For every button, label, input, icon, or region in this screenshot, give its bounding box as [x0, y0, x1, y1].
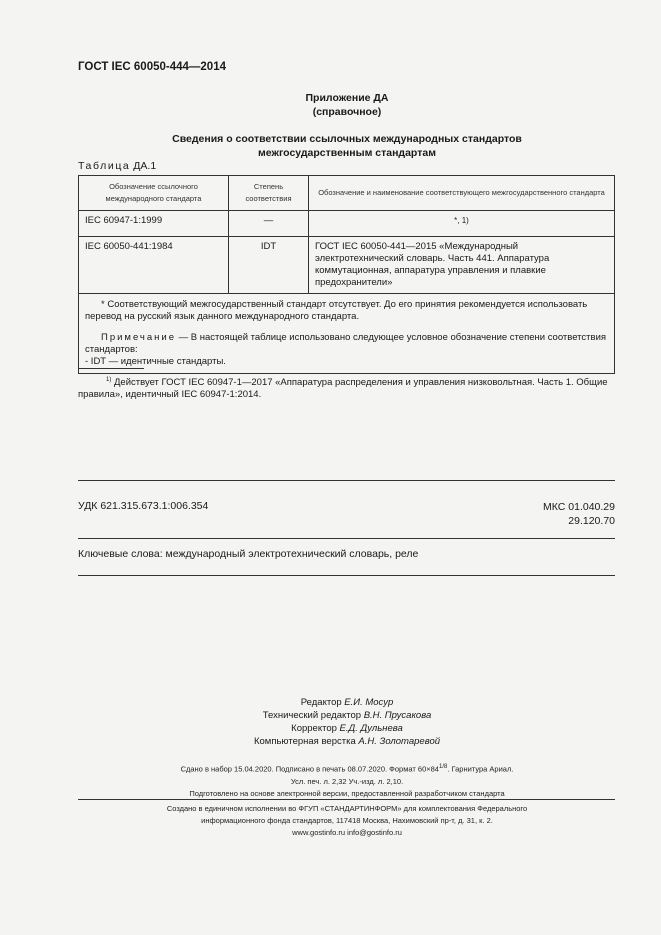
credit-proofreader [78, 722, 616, 735]
cell-degree: IDT [229, 237, 309, 294]
cell-ref: IEC 60947-1:1999 [79, 211, 229, 237]
mks-line2: 29.120.70 [568, 515, 615, 527]
cell-national: ГОСТ IEC 60050-441—2015 «Международный электротехнический словарь. Часть 441. Аппаратура коммутационная, аппаратура управления и плавкие предохранители» [309, 237, 615, 294]
col-header-degree: Степень соответствия [229, 176, 309, 211]
print-info-text: . Гарнитура Ариал. [447, 764, 514, 774]
credit-label: Технический редактор [262, 710, 364, 721]
footnote-divider [78, 368, 144, 369]
print-info-text: Сдано в набор 15.04.2020. Подписано в печать 08.07.2020. Формат 60×84 [180, 764, 439, 774]
credit-label: Корректор [291, 723, 340, 734]
cell-degree: — [229, 211, 309, 237]
print-info-line1 [78, 761, 616, 776]
table-notes [79, 294, 615, 374]
table-caption [78, 160, 156, 172]
standards-table [78, 175, 615, 374]
table-header-row [79, 176, 615, 211]
annex-subtitle: (справочное) [312, 106, 382, 118]
table-caption-number: ДА.1 [130, 160, 157, 172]
print-info [78, 761, 616, 800]
credits [78, 696, 616, 748]
publisher-links[interactable]: www.gostinfo.ru info@gostinfo.ru [292, 828, 402, 837]
document-code: ГОСТ IEC 60050-444—2014 [78, 61, 226, 73]
table-row [79, 211, 615, 237]
credit-name: В.Н. Прусакова [363, 710, 432, 721]
footnote-mark: 1) [106, 377, 112, 383]
col-header-national: Обозначение и наименование соответствующего межгосударственного стандарта [309, 176, 615, 211]
credit-name: А.Н. Золотаревой [358, 736, 441, 747]
publisher-line1: Создано в единичном исполнении во ФГУП «СТАНДАРТИНФОРМ» для комплектования Федерального [166, 804, 528, 813]
note-item: - IDT — идентичные стандарты. [85, 356, 226, 367]
cell-national: *, 1) [309, 211, 615, 237]
credit-tech-editor [78, 709, 616, 722]
print-info-line2: Усл. печ. л. 2,32 Уч.-изд. л. 2,10. [290, 776, 404, 786]
star-note: * Соответствующий межгосударственный стандарт отсутствует. До его принятия рекомендуется использовать перевод на русский язык данного международного стандарта. [85, 299, 588, 322]
bottom-divider [78, 575, 615, 576]
print-info-line3: Подготовлено на основе электронной версии, предоставленной разработчиком стандарта [189, 788, 505, 798]
footnote [78, 374, 616, 401]
cell-ref: IEC 60050-441:1984 [79, 237, 229, 294]
mks-code [470, 500, 615, 528]
credit-label: Редактор [300, 697, 345, 708]
keywords: Ключевые слова: международный электротехнический словарь, реле [78, 548, 419, 560]
credit-label: Компьютерная верстка [253, 736, 359, 747]
table-notes-row [79, 294, 615, 374]
credit-layout [78, 735, 616, 748]
section-heading-line1: Сведения о соответствии ссылочных международных стандартов [172, 133, 522, 145]
credit-name: Е.Д. Дульнева [339, 723, 403, 734]
col-header-ref: Обозначение ссылочного международного стандарта [79, 176, 229, 211]
middle-divider [78, 538, 615, 539]
credit-name: Е.И. Мосур [344, 697, 394, 708]
publisher-info [78, 803, 616, 839]
table-caption-label: Таблица [78, 160, 131, 172]
credit-editor [78, 696, 616, 709]
format-fraction: 1/8 [438, 764, 448, 770]
table-row [79, 237, 615, 294]
udc-code: УДК 621.315.673.1:006.354 [78, 500, 209, 512]
annex-title: Приложение ДА [305, 92, 389, 104]
note-text: — В настоящей таблице использовано следующее условное обозначение степени соответствия стандартов: [85, 332, 607, 355]
publisher-divider [78, 799, 615, 800]
publisher-line2: информационного фонда стандартов, 117418 Москва, Нахимовский пр-т, д. 31, к. 2. [201, 816, 493, 825]
table-note [85, 332, 608, 356]
top-divider [78, 480, 615, 481]
footnote-text: Действует ГОСТ IEC 60947-1—2017 «Аппаратура распределения и управления низковольтная. Часть 1. Общие правила», идентичный IEC 60947-1:2014. [78, 377, 608, 401]
section-heading-line2: межгосударственным стандартам [258, 147, 436, 159]
section-heading [78, 132, 616, 160]
mks-line1: МКС 01.040.29 [543, 501, 615, 513]
note-label: Примечание [101, 332, 176, 343]
